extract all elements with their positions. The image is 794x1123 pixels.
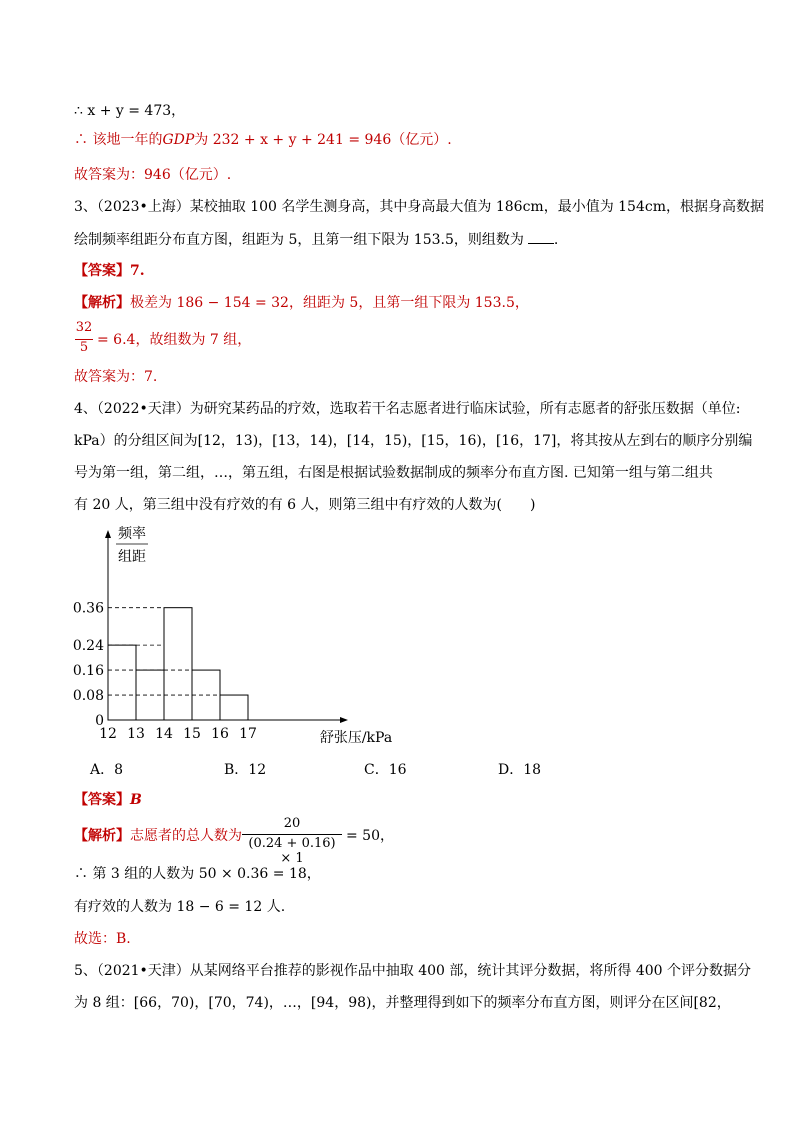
answer-blank: [528, 229, 554, 244]
option-d[interactable]: D．18: [498, 762, 542, 778]
y-tick-label: 0.08: [72, 688, 104, 705]
histogram-bar: [108, 645, 136, 720]
answer-4: [74, 790, 142, 810]
question-4-line-1: 4、（2022•天津）为研究某药品的疗效，选取若干名志愿者进行临床试验，所有志愿者的舒张压数据（单位:: [74, 401, 741, 417]
x-tick-label: 14: [155, 726, 173, 742]
fraction-4-denominator: (0.24 + 0.16) × 1: [248, 836, 336, 866]
x-tick-label: 13: [127, 726, 145, 742]
question-3-text: 绘制频率组距分布直方图，组距为 5，且第一组下限为 153.5，则组数为: [74, 232, 524, 248]
answer-3: [74, 261, 145, 281]
y-axis-label-top: 频率: [118, 526, 146, 542]
fraction-4-bar: [242, 834, 342, 835]
analysis-3-line-2: = 6.4，故组数为 7 组，: [97, 332, 252, 348]
question-4-line-2: kPa）的分组区间为[12，13)，[13，14)，[14，15)，[15，16)，[16，17]，将其按从左到右的顺序分别编: [74, 433, 753, 449]
frequency-histogram: [70, 520, 410, 750]
question-5-line-2: 为 8 组：[66，70)，[70，74)，…，[94，98)，并整理得到如下的频率分布直方图，则评分在区间[82，: [74, 995, 731, 1011]
fraction-4-numerator: 20: [283, 816, 301, 831]
question-4-line-3: 号为第一组，第二组，…，第五组，右图是根据试验数据制成的频率分布直方图. 已知第一组与第二组共: [74, 465, 713, 481]
analysis-4-line-1: [74, 826, 242, 846]
fraction-denominator: 5: [79, 340, 89, 355]
y-axis-label-bottom: 组距: [118, 549, 146, 565]
analysis-3-line-1: [74, 293, 529, 313]
solution-line-2b: GDP: [162, 132, 195, 148]
question-3-line-1: 3、（2023•上海）某校抽取 100 名学生测身高，其中身高最大值为 186cm，最小值为 154cm，根据身高数据: [74, 199, 764, 215]
y-axis-arrow: [105, 530, 111, 538]
option-b[interactable]: B．12: [224, 762, 267, 778]
analysis-4-line-2: ∴ 第 3 组的人数为 50 × 0.36 = 18，: [74, 866, 321, 882]
y-tick-label: 0: [95, 713, 104, 729]
analysis-4-answer: 故选：B.: [74, 931, 131, 947]
x-axis-label: 舒张压/kPa: [319, 730, 393, 746]
solution-line-2a: ∴ 该地一年的: [74, 132, 163, 148]
question-5-line-1: 5、（2021•天津）从某网络平台推荐的影视作品中抽取 400 部，统计其评分数据，将所得 400 个评分数据分: [74, 963, 752, 979]
solution-line-2: [74, 130, 452, 150]
histogram-bar: [220, 695, 248, 720]
y-tick-label: 0.36: [72, 600, 104, 617]
question-3-line-2: [74, 229, 558, 250]
answer-3-label: 【答案】: [74, 263, 130, 279]
question-3-end: .: [553, 232, 559, 248]
x-tick-label: 17: [239, 726, 257, 742]
analysis-3-text: 极差为 186 − 154 = 32，组距为 5，且第一组下限为 153.5，: [130, 295, 529, 311]
answer-4-label: 【答案】: [74, 792, 130, 808]
question-4-close: ): [529, 497, 536, 513]
solution-line-2c: 为 232 + x + y + 241 = 946（亿元）.: [194, 132, 452, 148]
option-c[interactable]: C．16: [364, 762, 407, 778]
question-4-line-4: [74, 495, 535, 515]
analysis-4-text: 志愿者的总人数为: [130, 828, 242, 844]
x-tick-label: 15: [183, 726, 201, 742]
fraction-numerator: 32: [75, 320, 93, 335]
analysis-3-answer: 故答案为：7.: [74, 369, 158, 385]
analysis-3-label: 【解析】: [74, 295, 130, 311]
x-tick-label: 16: [211, 726, 229, 742]
analysis-4-line-1b: = 50，: [346, 828, 394, 844]
x-tick-label: 12: [99, 726, 117, 742]
analysis-4-line-3: 有疗效的人数为 18 − 6 = 12 人.: [74, 899, 286, 915]
y-tick-label: 0.16: [72, 663, 104, 680]
answer-3-value: 7.: [130, 263, 145, 279]
option-a[interactable]: A．8: [90, 762, 124, 778]
x-axis-arrow: [340, 717, 348, 723]
y-tick-label: 0.24: [72, 638, 104, 655]
histogram-bar: [164, 608, 192, 720]
analysis-4-label: 【解析】: [74, 828, 130, 844]
solution-answer-line: 故答案为：946（亿元）.: [74, 167, 232, 183]
question-4-text: 有 20 人，第三组中没有疗效的有 6 人，则第三组中有疗效的人数为(: [74, 497, 502, 513]
solution-line-1: ∴ x + y = 473，: [74, 103, 186, 119]
answer-4-value: B: [130, 792, 142, 808]
